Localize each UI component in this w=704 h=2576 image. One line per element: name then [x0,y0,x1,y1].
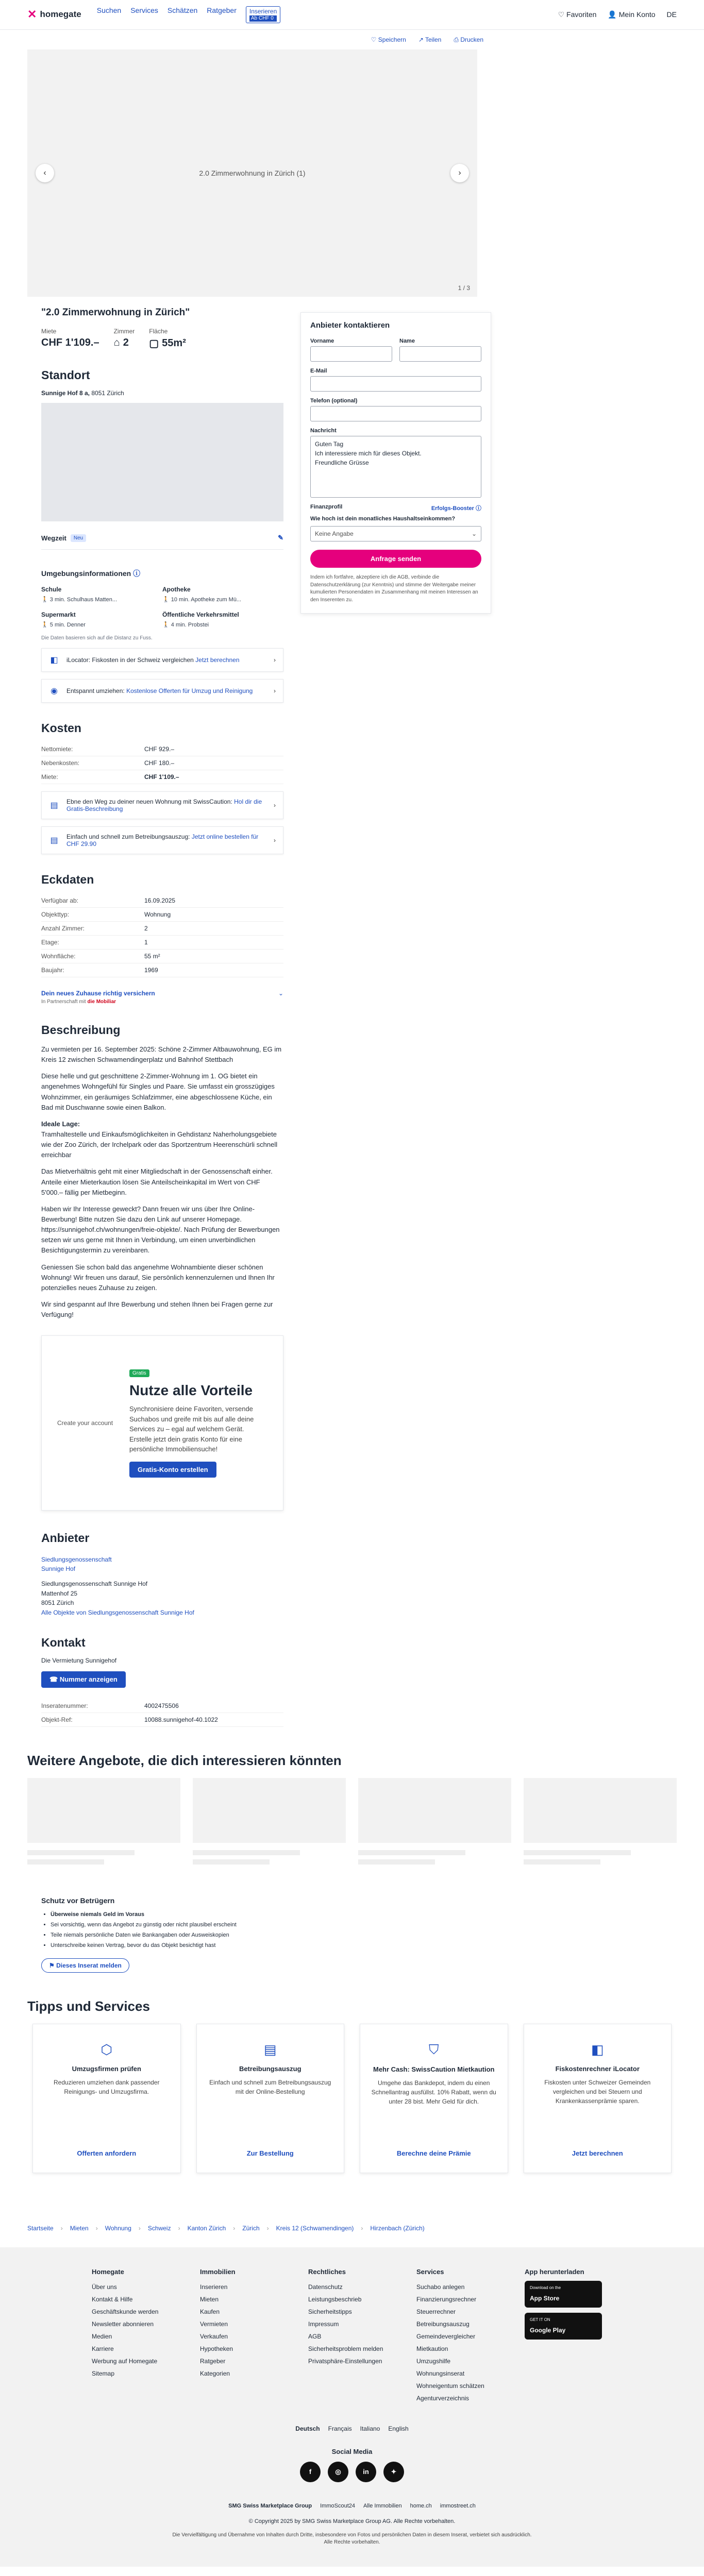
provider-logo[interactable]: Siedlungsgenossenschaft Sunnige Hof [41,1555,112,1573]
provider-listings-link[interactable]: Alle Objekte von Siedlungsgenossenschaft Sunnige Hof [41,1608,194,1616]
mobiliar-logo: die Mobiliar [87,999,116,1005]
footer-col-app: App herunterladen Download on the App Store GET IT ON Google Play [525,2268,612,2404]
walk-icon: 🚶 [162,597,170,603]
instagram-icon[interactable]: ◎ [328,2462,348,2482]
info-icon: ⓘ [476,505,481,512]
rent-value: CHF 1'109.– [41,337,99,348]
chevron-right-icon: › [274,687,276,694]
house-icon: ⌂ [113,337,120,348]
create-account-card: Create your account Gratis Nutze alle Vorteile Synchronisiere deine Favoriten, versende Suchabos und greife mit bis auf alle deine Services zu – egal auf welchem Gerät. Erstelle jetzt dein gratis Konto für eine persönliche Immobiliensuche! Gratis-Konto erstellen [41,1335,283,1511]
umzug-promo[interactable]: ◉ Entspannt umziehen: Kostenlose Offerten für Umzug und Reinigung › [41,679,283,703]
contact-form [300,312,491,614]
betreibung-promo[interactable]: ▤ Einfach und schnell zum Betreibungsauszug: Jetzt online bestellen für CHF 29.90 › [41,826,283,854]
walk-icon: 🚶 [41,597,48,603]
wegzeit-row[interactable]: Wegzeit Neu ✎ [41,534,283,550]
eckdaten-section: Eckdaten Verfügbar ab: 16.09.2025 Objekttyp: Wohnung Anzahl Zimmer: 2 Etage: 1 Wohnfläche: 55 m² Baujahr: 1969 Dein neues Zuhause richtig versichern In Partnerschaft mit die Mobiliar ⌄ [41,873,283,1005]
more-offers-section: Weitere Angebote, die dich interessieren könnten [27,1753,677,1871]
group-links: SMG Swiss Marketplace Group ImmoScout24 Alle Immobilien home.ch immostreet.ch [228,2502,476,2509]
main-content [41,307,283,1727]
homegate-logo[interactable]: ✕ homegate [27,8,81,21]
linkedin-icon[interactable]: in [356,2462,376,2482]
ilocator-promo[interactable]: ◧ iLocator: Fiskosten in der Schweiz vergleichen Jetzt berechnen › [41,648,283,672]
show-number-button[interactable]: ☎ Nummer anzeigen [41,1671,126,1688]
footer-col-rechtliches: Rechtliches Datenschutz Leistungsbeschrieb Sicherheitstipps Impressum AGB Sicherheitsproblem melden Privatsphäre-Einstellungen [308,2267,383,2365]
chevron-right-icon: › [274,656,276,664]
form-disclaimer: Indem ich fortfahre, akzeptiere ich die AGB, verbinde die Datenschutzerklärung (zur Kenntnis) und stimme der Weitergabe meiner kumulierten Personendaten im Zusammenhang mit meinen Interessen an den Inserenten zu. [310,574,478,603]
heart-icon: ♡ [371,36,377,43]
mobiliar-insurance-link[interactable]: Dein neues Zuhause richtig versichern In Partnerschaft mit die Mobiliar ⌄ [41,990,283,1005]
location-map[interactable] [41,403,283,521]
map-icon: ◧ [50,656,58,665]
chevron-right-icon[interactable]: › [450,164,469,182]
offer-card[interactable] [524,1778,677,1871]
insert-button[interactable]: Inserieren Ab CHF 0 [246,6,280,23]
beschreibung-section: Beschreibung Zu vermieten per 16. September 2025: Schöne 2-Zimmer Altbauwohnung, EG im Kreis 12 zwischen Schwamendingerplatz und Bahnhof Stettbach Diese helle und gut geschnittene 2-Zimmer-Wohnung im 1. OG bietet ein angenehmes Wohngefühl für Singles und Paare. Sie umfasst ein grosszügiges Wohnzimmer, ein geräumiges Schlafzimmer, eine abgeschlossene Küche, ein Bad mit Duschwanne sowie einen Balkon. Ideale Lage: Tramhaltestelle und Einkaufsmöglichkeiten in Gehdistanz Naherholungsgebiete wie der Zoo Zürich, der Irchelpark oder das Sportzentrum Heerenschürli schnell erreichbar Das Mietverhältnis geht mit einer Mitgliedschaft in der Genossenschaft einher. Anteile einer Mieterkaution lösen Sie Anteilscheinkapital im Wert von CHF 5'000.– fällig per Mietbeginn. Haben wir Ihr Interesse geweckt? Dann freuen wir uns über Ihre Online-Bewerbung! Bitte nutzen Sie dazu den Link auf unserer Homepage. https://sunnigehof.ch/wohnungen/freie-objekte/. Nach Prüfung der Bewerbungen setzen wir uns gerne mit Ihnen in Verbindung, um einen unverbindlichen Besichtigungstermin zu vereinbaren. Geniessen Sie schon bald das angenehme Wohnambiente dieser schönen Wohnung! Wir freuen uns darauf, Sie persönlich kennenzulernen und Ihnen Ihr potenzielles neues Zuhause zu zeigen. Wir sind gespannt auf Ihre Bewerbung und stehen Ihnen bei Fragen gerne zur Verfügung! [41,1023,282,1319]
address-city: 8051 Zürich [90,389,124,397]
main-nav [97,6,281,23]
tips-section: Tipps und Services ⬡ Umzugsfirmen prüfen Reduzieren umziehen dank passender Reinigungs- und Umzugsfirma. Offerten anfordern ▤ Betreibungsauszug Einfach und schnell zum Betreibungsauszug mit der Online-Bestellung Zur Bestellung ⛉ Mehr Cash: SwissCaution Mietkaution Umgehe das Bankdepot, indem du einen Schnellantrag ausfüllst. 10% Rabatt, wenn du unter 28 bist. Mehr Geld für dich. Berechne deine Prämie ◧ Fiskostenrechner iLocator Fiskosten unter Schweizer Gemeinden vergleichen und bei Steuern und Krankenkassenprämie sparen. Jetzt berechnen [27,1998,677,2173]
walk-icon: 🚶 [41,622,48,628]
document-icon: ▤ [50,836,58,845]
breadcrumb: Startseite › Mieten › Wohnung › Schweiz › Kanton Zürich › Zürich › Kreis 12 (Schwamendingen) › Hirzenbach (Zürich) [27,2224,425,2232]
income-question: Wie hoch ist dein monatliches Haushaltseinkommen? [310,516,456,522]
message-textarea[interactable]: Guten Tag Ich interessiere mich für dieses Objekt. Freundliche Grüsse [310,436,481,498]
offer-card[interactable] [193,1778,346,1871]
heart-icon: ♡ [558,10,565,19]
user-icon: 👤 [608,10,617,19]
listing-title: "2.0 Zimmerwohnung in Zürich" [41,307,190,318]
save-button[interactable]: ♡ Speichern [371,36,406,43]
form-title: Anbieter kontaktieren [310,321,390,330]
fraud-protection: Schutz vor Betrügern • Überweise niemals Geld im Voraus • Sei vorsichtig, wenn das Angebot zu günstig oder nicht plausibel erscheint • Teile niemals persönliche Daten wie Bankangaben oder Ausweiskopien • Unterschreibe keinen Vertrag, bevor du das Objekt besichtigt hast ⚑ Dieses Inserat melden [27,1896,677,1972]
key-facts: Miete CHF 1'109.– Zimmer ⌂ 2 Fläche ▢ 55m² [41,328,186,349]
footer-col-services: Services Suchabo anlegen Finanzierungsrechner Steuerrechner Betreibungsauszug Gemeindevergleicher Mietkaution Umzugshilfe Wohnungsinserat Wohneigentum schätzen Agenturverzeichnis [416,2267,484,2402]
chevron-left-icon[interactable]: ‹ [36,164,54,182]
chevron-down-icon: ⌄ [471,530,477,538]
report-listing-button[interactable]: ⚑ Dieses Inserat melden [41,1958,129,1973]
tip-card-ilocator[interactable]: ◧ Fiskostenrechner iLocator Fiskosten unter Schweizer Gemeinden vergleichen und bei Steuern und Krankenkassenprämie sparen. Jetzt berechnen [524,2024,672,2173]
document-icon: ▤ [50,801,58,810]
gallery-counter: 1 / 3 [458,284,470,292]
phone-icon: ☎ [49,1675,58,1684]
share-button[interactable]: ↗ Teilen [418,36,442,43]
umgebung-section: Umgebungsinformationen ⓘ Schule 🚶 3 min. Schulhaus Matten... Apotheke 🚶 10 min. Apotheke zum Mü... Supermarkt 🚶 5 min. Denner Öffentliche Verkehrsmittel 🚶 4 min. Probstei Die Daten basieren sich auf die Distanz zu Fuss. ◧ iLocator: Fiskosten in der Schweiz vergleichen Jetzt berechnen › ◉ Entspannt umziehen: Kostenlose Offerten für Umzug und Reinigung › [41,568,283,703]
printer-icon: ⎙ [454,36,459,43]
chevron-down-icon: ⌄ [278,990,283,997]
shield-icon: ⛉ [428,2041,439,2057]
favorites-link[interactable]: ♡ Favoriten [558,10,597,19]
walk-icon: 🚶 [162,622,170,628]
google-play-badge[interactable]: GET IT ON Google Play [525,2313,602,2340]
copyright: © Copyright 2025 by SMG Swiss Marketplace Group AG. Alle Rechte vorbehalten. [248,2518,456,2524]
gallery-image-alt: 2.0 Zimmerwohnung in Zürich (1) [199,169,306,177]
chevron-right-icon: › [274,802,276,809]
nav-suchen[interactable]: Suchen [96,6,122,14]
footer [0,2247,704,2567]
send-request-button[interactable]: Anfrage senden [310,550,481,568]
truck-icon: ◉ [51,687,58,696]
gratis-badge: Gratis [129,1369,149,1377]
anbieter-section: Anbieter Siedlungsgenossenschaft Sunnige Hof Siedlungsgenossenschaft Sunnige Hof Mattenhof 25 8051 Zürich Alle Objekte von Siedlungsgenossenschaft Sunnige Hof [41,1531,194,1616]
vorname-label: Vorname [310,338,334,344]
kontakt-section: Kontakt Die Vermietung Sunnigehof ☎ Nummer anzeigen Inseratenummer: 4002475506 Objekt-Ref: 10088.sunnigehof-40.1022 [41,1636,283,1727]
social-icons [0,2462,704,2482]
flag-icon: ⚑ [49,1961,55,1969]
print-button[interactable]: ⎙ Drucken [454,36,483,43]
distance-note: Die Daten basieren sich auf die Distanz zu Fuss. [41,635,153,641]
telefon-label: Telefon (optional) [310,398,358,404]
tip-card-betreibung[interactable]: ▤ Betreibungsauszug Einfach und schnell zum Betreibungsauszug mit der Online-Bestellung Zur Bestellung [196,2024,345,2173]
kosten-section: Kosten Nettomiete: CHF 929.– Nebenkosten: CHF 180.– Miete: CHF 1'109.– ▤ Ebne den Weg zu deiner neuen Wohnung mit SwissCaution: Hol dir die Gratis-Beschreibung › ▤ Einfach und schnell zum Betreibungsauszug: Jetzt online bestellen für CHF 29.90 › [41,721,283,854]
income-select[interactable]: Keine Angabe ⌄ [310,526,481,541]
chevron-right-icon: › [274,837,276,844]
name-label: Name [399,338,415,344]
footer-disclaimer: Die Vervielfältigung und Übernahme von Inhalten durch Dritte, insbesondere von Fotos und persönlichen Daten in diesem Inserat, verbietet sich ausdrücklich. Alle Rechte vorbehalten. [172,2532,532,2545]
nachricht-label: Nachricht [310,428,337,434]
nav-schaetzen[interactable]: Schätzen [167,6,198,14]
image-gallery[interactable] [27,49,477,297]
name-input[interactable] [399,346,481,362]
map-icon: ◧ [591,2041,604,2057]
offer-card[interactable] [358,1778,511,1871]
tip-card-swisscaution[interactable]: ⛉ Mehr Cash: SwissCaution Mietkaution Umgehe das Bankdepot, indem du einen Schnellantrag ausfüllst. 10% Rabatt, wenn du unter 28 bist. Mehr Geld für dich. Berechne deine Prämie [360,2024,508,2173]
nav-services[interactable]: Services [130,6,158,14]
erfolgs-booster-link[interactable]: Erfolgs-Booster ⓘ [431,505,481,512]
logo-icon: ✕ [27,8,37,21]
account-link[interactable]: 👤 Mein Konto [608,10,656,19]
address-street: Sunnige Hof 8 a, [41,389,90,397]
info-icon[interactable]: ⓘ [133,569,141,578]
footer-col-homegate: Homegate Über uns Kontakt & Hilfe Geschäftskunde werden Newsletter abonnieren Medien Karriere Werbung auf Homegate Sitemap [92,2267,159,2377]
box-icon: ⬡ [100,2041,113,2057]
telefon-input[interactable] [310,406,481,421]
language-select[interactable]: DE [666,10,677,19]
swisscaution-promo[interactable]: ▤ Ebne den Weg zu deiner neuen Wohnung mit SwissCaution: Hol dir die Gratis-Beschreibung › [41,791,283,819]
offer-card[interactable] [27,1778,180,1871]
area-icon: ▢ [149,338,159,349]
footer-col-immobilien: Immobilien Inserieren Mieten Kaufen Vermieten Verkaufen Hypotheken Ratgeber Kategorien [200,2267,236,2377]
email-label: E-Mail [310,368,327,374]
standort-section: Standort Sunnige Hof 8 a, 8051 Zürich Wegzeit Neu ✎ [41,368,283,550]
top-bar [0,0,704,30]
nav-ratgeber[interactable]: Ratgeber [207,6,237,14]
app-store-badge[interactable]: Download on the App Store [525,2281,602,2308]
new-badge: Neu [71,534,86,542]
area-value: 55m² [162,337,186,349]
listing-actions [0,30,704,49]
finanzprofil-title: Finanzprofil [310,504,343,510]
rooms-value: 2 [123,337,129,348]
share-icon: ↗ [418,36,424,43]
twitter-icon[interactable]: ✦ [383,2462,404,2482]
tip-card-umzug[interactable]: ⬡ Umzugsfirmen prüfen Reduzieren umziehen dank passender Reinigungs- und Umzugsfirma. Offerten anfordern [32,2024,181,2173]
vorname-input[interactable] [310,346,392,362]
pencil-icon[interactable]: ✎ [278,534,283,541]
email-input[interactable] [310,376,481,392]
document-icon: ▤ [263,2041,277,2057]
create-account-image: Create your account [57,1419,113,1427]
create-account-button[interactable]: Gratis-Konto erstellen [129,1462,216,1478]
social-media-title: Social Media [331,2447,373,2455]
facebook-icon[interactable]: f [300,2462,321,2482]
language-switcher: Deutsch Français Italiano English [295,2425,409,2432]
